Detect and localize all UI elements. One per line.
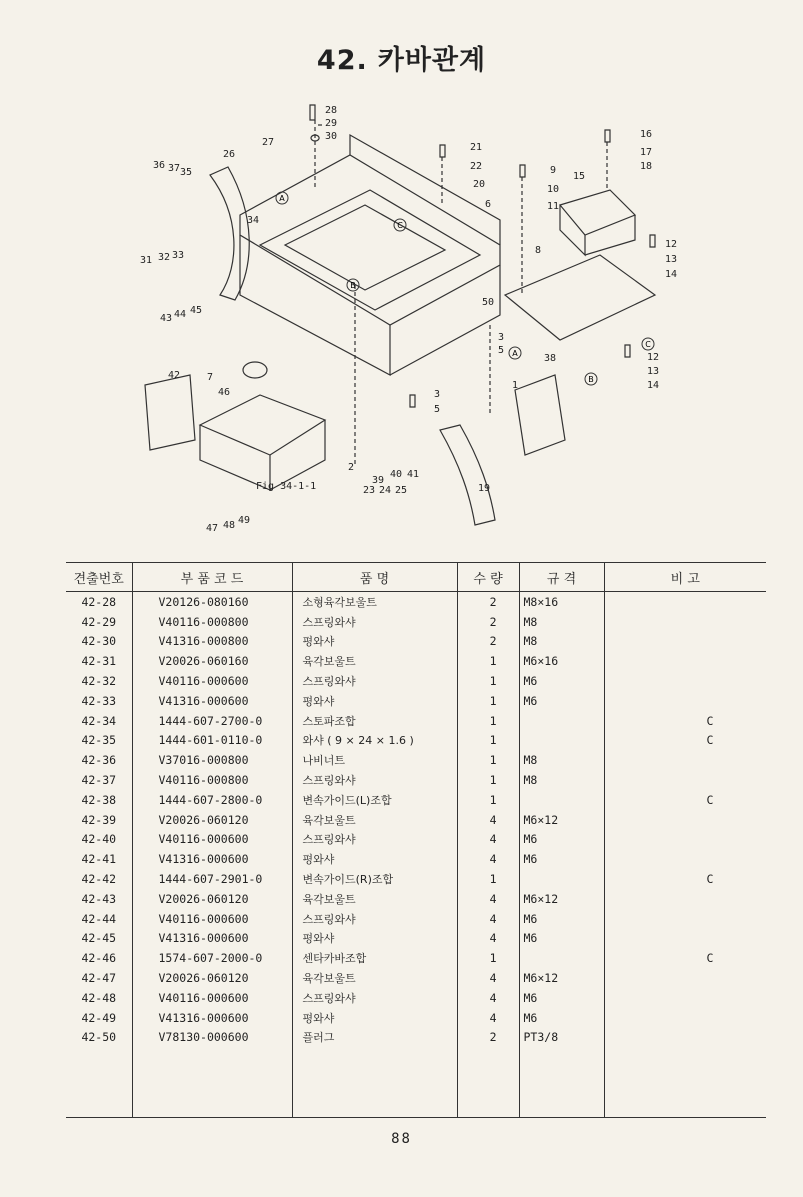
table-row (66, 929, 766, 949)
quantity-cell: 4 (457, 988, 519, 1008)
spec-cell: M6 (519, 988, 604, 1008)
part-name-cell: 평와샤 (292, 849, 457, 869)
remarks-cell (604, 1008, 766, 1028)
remarks-cell: C (604, 790, 766, 810)
part-code-cell: V41316-000600 (132, 691, 292, 711)
spec-cell: M6 (519, 830, 604, 850)
figure-reference: Fig 34-1-1 (256, 481, 317, 492)
marker-label: A (512, 349, 518, 358)
part-index-cell: 42-30 (81, 634, 117, 649)
marker-label: A (279, 194, 285, 203)
part-code-cell: V20126-080160 (132, 592, 292, 612)
part-name-cell: 센타카바조합 (292, 948, 457, 968)
spec-cell: M6×16 (519, 651, 604, 671)
callout-label: 25 (395, 485, 408, 496)
part-index-cell: 42-36 (81, 753, 117, 768)
callout-label: 31 (140, 255, 153, 266)
part-code-cell: V78130-000600 (132, 1028, 292, 1048)
remarks-cell (604, 592, 766, 612)
quantity-cell: 2 (457, 632, 519, 652)
part-index-cell: 42-45 (81, 931, 117, 946)
callout-label: 36 (153, 160, 166, 171)
callout-label: 39 (372, 475, 385, 486)
page-number: 88 (391, 1131, 412, 1147)
part-code-cell: V20026-060120 (132, 889, 292, 909)
quantity-cell: 4 (457, 968, 519, 988)
quantity-cell: 4 (457, 1008, 519, 1028)
quantity-cell: 1 (457, 711, 519, 731)
callout-label: 35 (180, 167, 193, 178)
spec-cell: M6 (519, 849, 604, 869)
column-header: 비 고 (604, 563, 766, 592)
marker-label: C (645, 340, 651, 349)
callout-label: 18 (640, 161, 653, 172)
remarks-cell: C (604, 948, 766, 968)
column-header: 수 량 (457, 563, 519, 592)
part-name-cell: 플러그 (292, 1028, 457, 1048)
callout-label: 10 (547, 184, 560, 195)
section-title: 카바관계 (377, 45, 487, 76)
spec-cell: M8×16 (519, 592, 604, 612)
part-code-cell: V37016-000800 (132, 750, 292, 770)
part-index-cell: 42-28 (81, 594, 117, 609)
quantity-cell: 1 (457, 770, 519, 790)
part-index-cell: 42-29 (81, 614, 117, 629)
part-index-cell: 42-41 (81, 852, 117, 867)
callout-label: 50 (482, 297, 495, 308)
part-name-cell: 평와샤 (292, 691, 457, 711)
callout-label: 12 (647, 352, 660, 363)
part-index-cell: 42-37 (81, 773, 117, 788)
remarks-cell (604, 909, 766, 929)
callout-label: 41 (407, 469, 420, 480)
table-row (66, 810, 766, 830)
remarks-cell (604, 968, 766, 988)
spec-cell: PT3/8 (519, 1028, 604, 1048)
callout-label: 21 (470, 142, 483, 153)
spec-cell: M8 (519, 770, 604, 790)
table-row (66, 830, 766, 850)
callout-label: 48 (223, 520, 236, 531)
callout-label: 20 (473, 179, 486, 190)
part-name-cell: 육각보울트 (292, 810, 457, 830)
remarks-cell (604, 750, 766, 770)
callout-label: 32 (158, 252, 171, 263)
table-row (66, 988, 766, 1008)
part-code-cell: 1444-607-2800-0 (132, 790, 292, 810)
callout-label: 38 (544, 353, 557, 364)
part-index-cell: 42-46 (81, 951, 117, 966)
callout-label: 3 (434, 389, 441, 400)
remarks-cell (604, 830, 766, 850)
part-code-cell: 1574-607-2000-0 (132, 948, 292, 968)
callout-label: 17 (640, 147, 653, 158)
part-code-cell: V40116-000800 (132, 770, 292, 790)
table-row (66, 592, 766, 612)
callout-label: 6 (485, 199, 492, 210)
remarks-cell (604, 691, 766, 711)
table-row (66, 790, 766, 810)
callout-label: 34 (247, 215, 260, 226)
empty-cell (292, 1047, 457, 1118)
part-code-cell: V20026-060160 (132, 651, 292, 671)
part-index-cell: 42-34 (81, 713, 117, 728)
part-code-cell: V41316-000600 (132, 849, 292, 869)
part-name-cell: 육각보울트 (292, 651, 457, 671)
callout-label: 42 (168, 370, 181, 381)
quantity-cell: 1 (457, 790, 519, 810)
part-code-cell: V40116-000600 (132, 830, 292, 850)
part-name-cell: 평와샤 (292, 929, 457, 949)
marker-label: C (397, 221, 403, 230)
quantity-cell: 1 (457, 731, 519, 751)
part-name-cell: 스프링와샤 (292, 671, 457, 691)
table-row (66, 889, 766, 909)
spec-cell (519, 790, 604, 810)
parts-list-table (66, 562, 766, 1118)
remarks-cell (604, 810, 766, 830)
part-index-cell: 42-49 (81, 1010, 117, 1025)
part-name-cell: 와샤 ( 9 × 24 × 1.6 ) (292, 731, 457, 751)
spec-cell (519, 948, 604, 968)
callout-label: 24 (379, 485, 392, 496)
spec-cell: M6×12 (519, 810, 604, 830)
callout-label: 9 (550, 165, 557, 176)
part-index-cell: 42-39 (81, 812, 117, 827)
part-name-cell: 육각보울트 (292, 889, 457, 909)
table-row (66, 869, 766, 889)
quantity-cell: 4 (457, 810, 519, 830)
table-row (66, 948, 766, 968)
column-header: 품 명 (292, 563, 457, 592)
remarks-cell (604, 671, 766, 691)
quantity-cell: 1 (457, 948, 519, 968)
marker-label: B (350, 281, 356, 290)
part-index-cell: 42-32 (81, 674, 117, 689)
diagram-callouts (140, 105, 677, 534)
part-code-cell: V40116-000600 (132, 671, 292, 691)
remarks-cell (604, 988, 766, 1008)
part-code-cell: V20026-060120 (132, 968, 292, 988)
spec-cell: M6×12 (519, 968, 604, 988)
part-code-cell: V40116-000600 (132, 988, 292, 1008)
callout-label: 2 (348, 462, 355, 473)
callout-label: 3 (498, 332, 505, 343)
callout-label: 37 (168, 163, 181, 174)
table-row (66, 691, 766, 711)
part-code-cell: 1444-607-2901-0 (132, 869, 292, 889)
marker-label: B (588, 375, 594, 384)
callout-label: 44 (174, 309, 187, 320)
callout-label: 26 (223, 149, 236, 160)
quantity-cell: 1 (457, 750, 519, 770)
callout-label: 22 (470, 161, 483, 172)
callout-label: 12 (665, 239, 678, 250)
part-code-cell: V41316-000600 (132, 1008, 292, 1028)
callout-label: 43 (160, 313, 173, 324)
spec-cell: M6×12 (519, 889, 604, 909)
part-code-cell: 1444-607-2700-0 (132, 711, 292, 731)
part-index-cell: 42-48 (81, 990, 117, 1005)
remarks-cell: C (604, 869, 766, 889)
callout-label: 5 (434, 404, 441, 415)
table-row (66, 731, 766, 751)
quantity-cell: 1 (457, 691, 519, 711)
callout-label: 19 (478, 483, 491, 494)
callout-label: 1 (512, 380, 519, 391)
page-title (0, 38, 803, 77)
empty-cell (519, 1047, 604, 1118)
column-header: 견출번호 (66, 563, 132, 592)
spec-cell: M6 (519, 909, 604, 929)
part-name-cell: 스토파조합 (292, 711, 457, 731)
part-name-cell: 스프링와샤 (292, 988, 457, 1008)
remarks-cell (604, 770, 766, 790)
part-code-cell: V40116-000800 (132, 612, 292, 632)
spec-cell (519, 711, 604, 731)
remarks-cell (604, 849, 766, 869)
spec-cell: M8 (519, 750, 604, 770)
part-name-cell: 평와샤 (292, 1008, 457, 1028)
callout-label: 8 (535, 245, 542, 256)
diagram-linework (145, 105, 655, 525)
callout-label: 47 (206, 523, 219, 534)
parts-list-body (66, 592, 766, 1118)
part-name-cell: 변속가이드(L)조합 (292, 790, 457, 810)
part-index-cell: 42-43 (81, 891, 117, 906)
part-code-cell: V41316-000600 (132, 929, 292, 949)
quantity-cell: 1 (457, 651, 519, 671)
spec-cell: M6 (519, 691, 604, 711)
remarks-cell: C (604, 711, 766, 731)
empty-cell (457, 1047, 519, 1118)
callout-label: 16 (640, 129, 653, 140)
empty-cell (604, 1047, 766, 1118)
remarks-cell (604, 929, 766, 949)
callout-label: 27 (262, 137, 275, 148)
spec-cell: M6 (519, 929, 604, 949)
empty-cell (132, 1047, 292, 1118)
callout-label: 49 (238, 515, 251, 526)
quantity-cell: 4 (457, 849, 519, 869)
part-index-cell: 42-31 (81, 654, 117, 669)
quantity-cell: 4 (457, 929, 519, 949)
quantity-cell: 2 (457, 592, 519, 612)
table-row (66, 612, 766, 632)
part-code-cell: V41316-000800 (132, 632, 292, 652)
table-row (66, 651, 766, 671)
callout-label: 28 (325, 105, 338, 116)
callout-label: 15 (573, 171, 586, 182)
table-header-row (66, 563, 766, 592)
part-index-cell: 42-33 (81, 693, 117, 708)
table-row (66, 632, 766, 652)
part-index-cell: 42-38 (81, 792, 117, 807)
quantity-cell: 4 (457, 830, 519, 850)
table-row (66, 750, 766, 770)
callout-label: 29 (325, 118, 338, 129)
empty-cell (66, 1047, 132, 1118)
callout-label: 5 (498, 345, 505, 356)
callout-label: 30 (325, 131, 338, 142)
quantity-cell: 4 (457, 889, 519, 909)
table-row (66, 671, 766, 691)
remarks-cell (604, 889, 766, 909)
remarks-cell (604, 612, 766, 632)
exploded-parts-diagram (110, 95, 700, 545)
part-code-cell: 1444-601-0110-0 (132, 731, 292, 751)
quantity-cell: 1 (457, 671, 519, 691)
callout-label: 14 (647, 380, 660, 391)
part-name-cell: 변속가이드(R)조합 (292, 869, 457, 889)
part-name-cell: 스프링와샤 (292, 909, 457, 929)
part-name-cell: 스프링와샤 (292, 612, 457, 632)
callout-label: 23 (363, 485, 376, 496)
column-header: 부 품 코 드 (132, 563, 292, 592)
quantity-cell: 2 (457, 612, 519, 632)
callout-label: 40 (390, 469, 403, 480)
part-name-cell: 평와샤 (292, 632, 457, 652)
part-name-cell: 스프링와샤 (292, 830, 457, 850)
table-row (66, 711, 766, 731)
section-number: 42. (316, 45, 368, 76)
spec-cell: M8 (519, 632, 604, 652)
remarks-cell (604, 632, 766, 652)
callout-label: 7 (207, 372, 214, 383)
quantity-cell: 2 (457, 1028, 519, 1048)
part-code-cell: V40116-000600 (132, 909, 292, 929)
callout-label: 33 (172, 250, 185, 261)
spec-cell (519, 731, 604, 751)
part-index-cell: 42-42 (81, 872, 117, 887)
column-header: 규 격 (519, 563, 604, 592)
part-code-cell: V20026-060120 (132, 810, 292, 830)
remarks-cell (604, 651, 766, 671)
callout-label: 45 (190, 305, 203, 316)
part-name-cell: 소형육각보울트 (292, 592, 457, 612)
table-row (66, 1008, 766, 1028)
remarks-cell (604, 1028, 766, 1048)
table-row (66, 909, 766, 929)
callout-label: 11 (547, 201, 560, 212)
part-index-cell: 42-35 (81, 733, 117, 748)
part-index-cell: 42-47 (81, 971, 117, 986)
part-name-cell: 스프링와샤 (292, 770, 457, 790)
callout-label: 46 (218, 387, 231, 398)
callout-label: 14 (665, 269, 678, 280)
quantity-cell: 4 (457, 909, 519, 929)
part-index-cell: 42-44 (81, 911, 117, 926)
spec-cell: M8 (519, 612, 604, 632)
table-row (66, 968, 766, 988)
callout-label: 13 (665, 254, 678, 265)
part-name-cell: 나비너트 (292, 750, 457, 770)
part-name-cell: 육각보울트 (292, 968, 457, 988)
table-row (66, 1028, 766, 1048)
spec-cell: M6 (519, 1008, 604, 1028)
remarks-cell: C (604, 731, 766, 751)
spec-cell (519, 869, 604, 889)
part-index-cell: 42-50 (81, 1030, 117, 1045)
part-index-cell: 42-40 (81, 832, 117, 847)
table-row (66, 770, 766, 790)
quantity-cell: 1 (457, 869, 519, 889)
spec-cell: M6 (519, 671, 604, 691)
table-filler-row (66, 1047, 766, 1118)
table-row (66, 849, 766, 869)
callout-label: 13 (647, 366, 660, 377)
